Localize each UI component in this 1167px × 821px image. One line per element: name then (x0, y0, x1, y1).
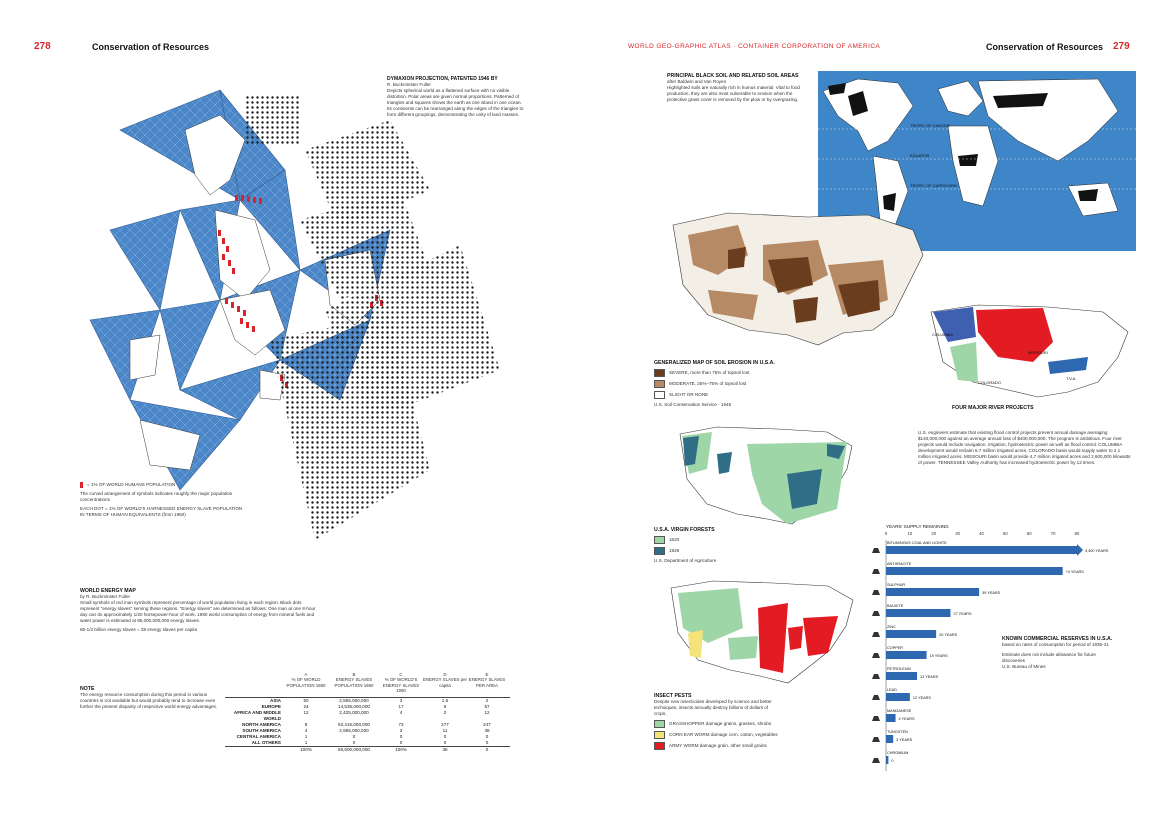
black-soil-body: Highlighted soils are naturally rich in humus material. Vital to food production, they are also most vulnerable to erosion when the protective grass cover is removed by the plow or by overgrazing. (667, 85, 800, 102)
soil-legend-severe: SEVERE, more than 75% of topsoil lost (654, 369, 844, 377)
energy-table-row (225, 740, 510, 746)
energy-table-cell: 6 (443, 703, 447, 709)
energy-table-cell: 2,565,000,000 (339, 727, 369, 733)
energy-table-cell: 2,565,000,000 (339, 697, 369, 703)
energy-table-cell: 12 (484, 709, 490, 715)
insect-legend (654, 693, 824, 753)
energy-table-region: EUROPE (261, 703, 281, 709)
reserves-x-tick: 40 (979, 531, 984, 536)
forest-legend-1926: 1926 (654, 547, 804, 555)
mine-car-icon (872, 653, 880, 658)
reserves-category-label: PETROLEUM (887, 667, 911, 671)
energy-table-cell: 24 (303, 703, 309, 709)
forest-legend-1620: 1620 (654, 536, 804, 544)
energy-table-cell: 4 (304, 727, 308, 733)
energy-note-body: The energy resource consumption during this period in various countries is not available but would probably tend to increase even further the present disparity of respective world energy advantages. (80, 692, 218, 709)
population-figure-icon (80, 482, 83, 488)
mine-car-icon (872, 611, 880, 616)
energy-table-cell: 247 (483, 721, 491, 727)
energy-table-cell: 73 (398, 721, 404, 727)
energy-ratio: 85-1/2 billion energy slaves = 38 energy slaves per capita (80, 627, 198, 632)
mine-car-icon (872, 716, 880, 721)
energy-table-cell: 14,535,000,000 (338, 703, 370, 709)
energy-col-c: C % OF WORLD'S ENERGY SLAVES 1950 (382, 672, 420, 694)
energy-table-cell: 57 (484, 703, 490, 709)
reserves-bar (886, 693, 910, 701)
energy-table-totals: 100% 85,500,000,000 100% 38 0 (225, 746, 510, 753)
insect-pests-map (668, 578, 858, 690)
tva-label: T.V.A. (1066, 376, 1077, 381)
energy-table (225, 672, 510, 753)
population-legend-item-4: IN TERMS OF HUMAN EQUIVALENTS (from 1950) (80, 512, 186, 517)
energy-table-cell: 1 (304, 733, 308, 739)
energy-table-cell: 1.5 (441, 697, 449, 703)
energy-table-cell: 0 (485, 733, 489, 739)
dymaxion-caption (387, 76, 527, 118)
energy-table-cell: 0 (399, 739, 403, 745)
energy-table-cell: 0 (399, 733, 403, 739)
energy-table-cell: 12 (303, 709, 309, 715)
insect-legend-army: ARMY WORM damage grain, other small grains (654, 742, 824, 750)
energy-table-body (225, 697, 510, 746)
equator-label: EQUATOR (910, 153, 930, 158)
energy-map-author: by R. Buckminster Fuller (80, 594, 131, 599)
left-page-number: 278 (34, 41, 51, 52)
black-soil-author: after Baldwin and Van Royen (667, 79, 727, 84)
columbia-label: COLUMBIA (932, 332, 953, 337)
tropic-capricorn-label: TROPIC OF CAPRICORN (910, 183, 957, 188)
reserves-x-tick: 50 (1003, 531, 1008, 536)
forest-source: U.S. Department of Agriculture (654, 558, 717, 563)
reserves-category-label: MANGANESE (887, 709, 912, 713)
tropic-cancer-label: TROPIC OF CANCER (910, 123, 950, 128)
energy-table-cell: 2 (485, 697, 489, 703)
reserves-category-label: BAUXITE (887, 604, 904, 608)
river-projects-body: U.S. engineers estimate that existing flood control projects prevent annual damage averaging $140,000,000 against an average annual loss of $400,000,000. The program is ambitious. Four river projects would include navigation, irrigation, hydroelectric power as well as flood control. COLUMBIA development would reclaim 5.7 million irrigated acres. COLORADO basin would supply water to 2.1 million irrigated acres. MISSOURI basin would provide 4.7 million irrigated acres and 2,600,000 kilowatts of power. TENNESSEE Valley Authority has increased hydroelectric power by 12 times. (918, 430, 1131, 465)
energy-table-region: ASIA (270, 697, 281, 703)
corn-ear-worm-areas (688, 630, 703, 658)
reserves-x-tick: 60 (1026, 531, 1032, 536)
energy-table-region: NORTH AMERICA (242, 721, 281, 727)
energy-table-cell: 4 (399, 709, 403, 715)
reserves-bar (886, 672, 917, 680)
reserves-value-label: 3 YEARS (896, 738, 913, 742)
energy-map-body: Small symbols of red man symbols represent percentage of world population living in each region. Black dots represent "energy slaves" serving these regions. "Energy slaves" are determined as follows: One man at one 8-hour day can do approximately 1/20 horsepower-hour of work. 1950 world consumption of energy from mineral fuels and water power is estimated at 85,000,000,000 energy slaves. (80, 600, 316, 623)
mine-car-icon (872, 548, 880, 553)
energy-table-cell: 3 (399, 727, 403, 733)
reserves-category-label: CHROMIUM (887, 751, 909, 755)
energy-table-cell: 0 (485, 739, 489, 745)
reserves-bar (886, 630, 936, 638)
energy-table-cell: 50 (303, 697, 309, 703)
soil-erosion-source: U.S. Soil Conservation Service · 1948 (654, 402, 732, 407)
reserves-category-label: ZINC (887, 625, 896, 629)
black-soil-title: PRINCIPAL BLACK SOIL AND RELATED SOIL AREAS (667, 73, 799, 79)
population-legend-item-1: = 1% OF WORLD HUMANS POPULATION (87, 482, 176, 487)
energy-col-e: E ENERGY SLAVES PER AREA (468, 672, 506, 688)
energy-table-cell: 2 (443, 709, 447, 715)
mine-car-icon (872, 758, 880, 763)
reserves-side-title: KNOWN COMMERCIAL RESERVES IN U.S.A. (1002, 636, 1113, 642)
soil-legend-moderate: MODERATE, 25%–75% of topsoil lost (654, 380, 844, 388)
reserves-value-label: 27 YEARS (953, 612, 972, 616)
insect-legend-grasshopper: GRASSHOPPER damage grains, grasses, shrubs (654, 720, 824, 728)
population-legend (80, 482, 245, 518)
reserves-value-label: 20 YEARS (939, 633, 958, 637)
colorado-basin (950, 342, 978, 382)
energy-col-d: D ENERGY SLAVES per capita (423, 672, 468, 688)
reserves-category-label: TUNGSTEN (887, 730, 908, 734)
reserves-overflow-arrow (1077, 544, 1083, 556)
energy-table-header (225, 672, 510, 694)
reserves-bar (886, 651, 927, 659)
energy-table-cell: 38 (484, 727, 490, 733)
mine-car-icon (872, 632, 880, 637)
river-projects-title: FOUR MAJOR RIVER PROJECTS (952, 405, 1034, 411)
reserves-value-label: 39 YEARS (982, 591, 1001, 595)
mine-car-icon (872, 674, 880, 679)
energy-table-cell: 277 (441, 721, 449, 727)
reserves-x-tick: 80 (1074, 531, 1080, 536)
energy-table-cell: 17 (398, 703, 404, 709)
reserves-side-note (1002, 636, 1114, 670)
energy-map-title: WORLD ENERGY MAP (80, 588, 136, 594)
atlas-title: WORLD GEO-GRAPHIC ATLAS · CONTAINER CORPORATION OF AMERICA (628, 43, 881, 50)
energy-table-cell: 8 (304, 721, 308, 727)
energy-col-b: B ENERGY SLAVES POPULATION 1950 (334, 672, 374, 688)
black-soil-caption (667, 73, 812, 103)
reserves-value-label: 19 YEARS (929, 654, 948, 658)
mine-car-icon (872, 590, 880, 595)
energy-table-cell: 2,425,000,000 (339, 709, 369, 715)
energy-table-row (225, 710, 510, 722)
reserves-chart-title: YEARS' SUPPLY REMAINING (886, 524, 949, 529)
energy-table-cell: 0 (443, 733, 447, 739)
energy-map-text (80, 588, 320, 633)
reserves-bar (886, 609, 950, 617)
reserves-bar (886, 714, 896, 722)
reserves-bar (886, 546, 1077, 554)
energy-table-cell: 1 (304, 739, 308, 745)
left-running-title: Conservation of Resources (92, 42, 210, 52)
reserves-bar (886, 735, 893, 743)
reserves-x-tick: 0 (884, 531, 888, 536)
energy-table-cell: 0 (352, 733, 356, 739)
population-legend-item-3: EACH DOT = 1% OF WORLD'S HARNESSED ENERGY SLAVE POPULATION (80, 506, 243, 511)
reserves-bar (886, 588, 979, 596)
soil-legend-slight: SLIGHT OR NONE (654, 391, 844, 399)
reserves-value-label: 4 YEARS (898, 717, 915, 721)
energy-table-cell: 0 (352, 739, 356, 745)
energy-table-region: AFRICA AND MIDDLE WORLD (233, 709, 281, 721)
energy-table-cell: 11 (442, 727, 448, 733)
reserves-value-label: 4,300 YEARS (1085, 549, 1109, 553)
insect-title: INSECT PESTS (654, 693, 692, 699)
energy-table-cell: 62,415,000,000 (338, 721, 370, 727)
missouri-label: MISSOURI (1028, 350, 1048, 355)
insect-legend-corn: CORN EAR WORM damage corn, cotton, vegetables (654, 731, 824, 739)
energy-table-region: SOUTH AMERICA (242, 727, 281, 733)
reserves-category-label: SULPHUR (887, 583, 906, 587)
reserves-category-label: LEAD (887, 688, 897, 692)
reserves-value-label: 0 (891, 759, 894, 763)
mine-car-icon (872, 695, 880, 700)
dymaxion-caption-author: R. Buckminster Fuller (387, 82, 431, 87)
reserves-x-tick: 70 (1050, 531, 1056, 536)
energy-col-a: A % OF WORLD POPULATION 1950 (286, 672, 326, 688)
energy-table-region: CENTRAL AMERICA (236, 733, 281, 739)
forest-title: U.S.A. VIRGIN FORESTS (654, 527, 715, 533)
mine-car-icon (872, 569, 880, 574)
energy-note-title: NOTE (80, 686, 95, 692)
dymaxion-caption-text: Depicts spherical world as a flattened surface with no visible distortion. Polar areas are given normal proportions. Patterned of triangles and squares shows the earth as one island in one ocean. Its continents can be rearranged along the edges of the triangles to form different groupings, demonstrating the unity of land masses. (387, 88, 524, 117)
reserves-side-sub3: U.S. Bureau of Mines (1002, 664, 1046, 669)
mine-car-icon (872, 737, 880, 742)
soil-erosion-title: GENERALIZED MAP OF SOIL EROSION IN U.S.A. (654, 360, 775, 366)
dymaxion-caption-title: DYMAXION PROJECTION, PATENTED 1946 BY (387, 76, 498, 82)
right-running-title: Conservation of Resources (986, 42, 1104, 52)
reserves-side-sub2: Estimate does not include allowance for future discoveries (1002, 652, 1096, 663)
soil-erosion-map (668, 205, 928, 355)
reserves-x-tick: 10 (907, 531, 913, 536)
reserves-side-sub1: based on rates of consumption for period of 1935-41 (1002, 642, 1109, 647)
reserves-bar (886, 567, 1063, 575)
reserves-category-label: BITUMINOUS COAL AND LIGNITE (887, 541, 947, 545)
energy-table-cell: 3 (399, 697, 403, 703)
forest-legend (654, 527, 804, 564)
soil-erosion-legend (654, 360, 844, 408)
right-page-number: 279 (1113, 41, 1130, 52)
population-legend-item-2: The curved arrangement of symbols indicates roughly the major population concentrations (80, 491, 233, 502)
reserves-value-label: 12 YEARS (912, 696, 931, 700)
colorado-label: COLORADO (978, 380, 1001, 385)
energy-table-cell: 0 (443, 739, 447, 745)
energy-note (80, 686, 220, 710)
reserves-value-label: 13 YEARS (920, 675, 939, 679)
dymaxion-energy-map (70, 70, 510, 550)
reserves-category-label: COPPER (887, 646, 904, 650)
reserves-bar (886, 756, 888, 764)
river-projects-map (928, 302, 1133, 402)
virgin-forests-map (677, 424, 857, 532)
reserves-x-tick: 30 (955, 531, 960, 536)
reserves-x-tick: 20 (931, 531, 937, 536)
reserves-category-label: ANTHRACITE (887, 562, 912, 566)
energy-table-region: ALL OTHERS (251, 739, 281, 745)
reserves-value-label: 74 YEARS (1065, 570, 1084, 574)
insect-body: Despite new insecticides developed by science and better techniques, insects annually destroy billions of dollars of crops. (654, 699, 772, 716)
